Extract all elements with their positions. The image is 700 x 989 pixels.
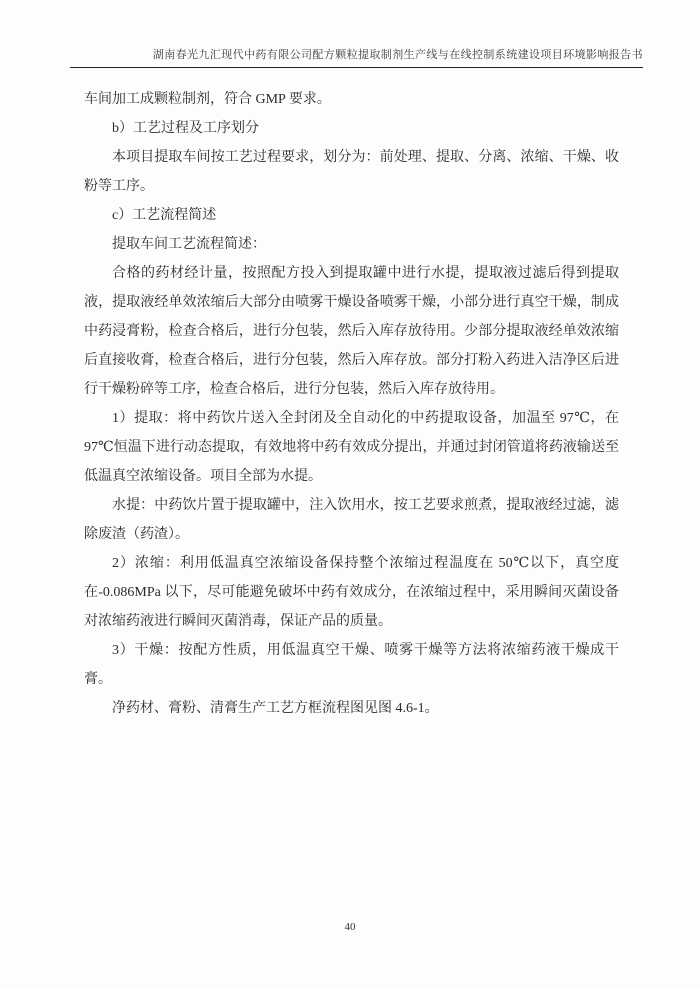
paragraph: 合格的药材经计量，按照配方投入到提取罐中进行水提，提取液过滤后得到提取液，提取液经单效浓缩后大部分由喷雾干燥设备喷雾干燥，小部分进行真空干燥，制成中药浸膏粉，检查合格后，进行分包装，然后入库存放待用。少部分提取液经单效浓缩后直接收膏，检查合格后，进行分包装，然后入库存放。部分打粉入药进入洁净区后进行干燥粉碎等工序，检查合格后，进行分包装，然后入库存放待用。 (84, 266, 619, 397)
paragraph: 3）干燥：按配方性质，用低温真空干燥、喷雾干燥等方法将浓缩药液干燥成干膏。 (84, 643, 619, 687)
paragraph: 水提：中药饮片置于提取罐中，注入饮用水，按工艺要求煎煮，提取液经过滤，滤除废渣（药渣）。 (84, 498, 619, 542)
paragraph: 1）提取：将中药饮片送入全封闭及全自动化的中药提取设备，加温至 97℃，在 97℃恒温下进行动态提取，有效地将中药有效成分提出，并通过封闭管道将药液输送至低温真空浓缩设备。项目全部为水提。 (84, 411, 619, 484)
paragraph: 2）浓缩：利用低温真空浓缩设备保持整个浓缩过程温度在 50℃以下，真空度在-0.086MPa 以下，尽可能避免破坏中药有效成分，在浓缩过程中，采用瞬间灭菌设备对浓缩药液进行瞬间灭菌消毒，保证产品的质量。 (84, 556, 619, 629)
paragraph-figure-reference: 净药材、膏粉、清膏生产工艺方框流程图见图 4.6-1。 (112, 701, 439, 716)
subheading-c: c）工艺流程简述 (112, 208, 217, 223)
subheading-b: b）工艺过程及工序划分 (112, 121, 259, 136)
paragraph-continuation: 车间加工成颗粒制剂，符合 GMP 要求。 (84, 92, 331, 107)
paragraph: 本项目提取车间按工艺过程要求，划分为：前处理、提取、分离、浓缩、干燥、收粉等工序。 (84, 150, 619, 194)
paragraph: 提取车间工艺流程简述： (112, 237, 266, 252)
document-body (84, 85, 619, 723)
report-header-title: 湖南春光九汇现代中药有限公司配方颗粒提取制剂生产线与在线控制系统建设项目环境影响报告书 (70, 46, 643, 68)
page-number: 40 (344, 921, 356, 933)
